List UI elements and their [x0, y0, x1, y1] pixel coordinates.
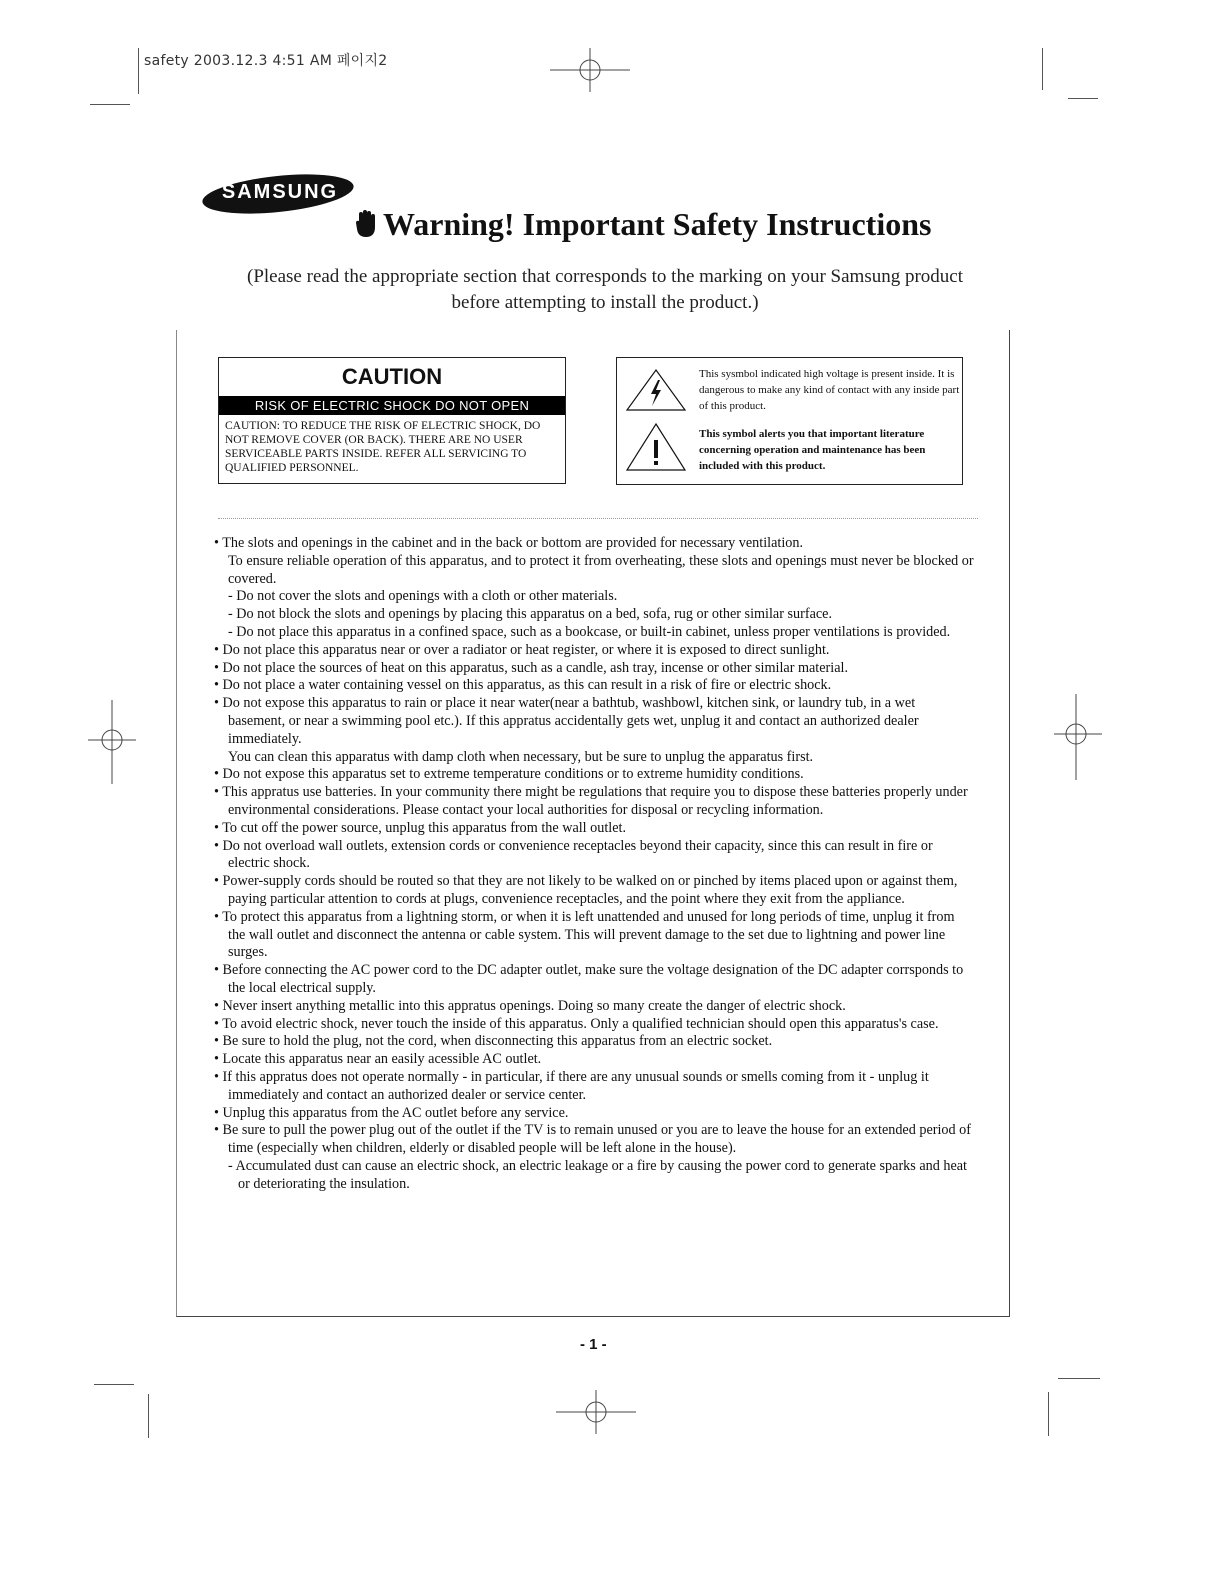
crop-mark [1042, 48, 1043, 90]
registration-mark-top [550, 48, 630, 92]
subtitle-line-1: (Please read the appropriate section that corresponds to the marking on your Samsung product [247, 266, 963, 287]
list-item: • This appratus use batteries. In your community there might be regulations that require you to dispose these batteries properly under environmental considerations. Please contact your local authorities for disposal or recycling information. [214, 784, 968, 818]
hand-warning-icon [355, 209, 377, 247]
list-item: • Locate this apparatus near an easily acessible AC outlet. [214, 1051, 542, 1068]
safety-instructions [214, 535, 974, 1193]
registration-mark-left [88, 700, 136, 784]
list-item: • Do not overload wall outlets, extension cords or convenience receptacles beyond their capacity, since this can result in fire or electric shock. [214, 837, 933, 872]
divider [218, 518, 978, 519]
symbol-legend-box [616, 357, 963, 485]
list-item: • Do not place the sources of heat on this apparatus, such as a candle, ash tray, incense or other similar material. [214, 659, 848, 676]
list-item: • To protect this apparatus from a lightning storm, or when it is left unattended and unused for long periods of time, unplug it from the wall outlet and disconnect the antenna or cable system. This will prevent damage to the set due to lightning and power line surges. [214, 908, 955, 961]
caution-title: CAUTION [341, 364, 443, 389]
crop-mark [90, 104, 130, 105]
high-voltage-row [623, 366, 958, 418]
list-item: • Power-supply cords should be routed so that they are not likely to be walked on or pinched by items placed upon or against them, paying particular attention to cords at plugs, convenience receptacles, and the point where they exit from the appliance. [214, 873, 958, 907]
logo-text: SAMSUNG [221, 181, 339, 203]
print-slug: safety 2003.12.3 4:51 AM 페이지2 [144, 53, 388, 69]
crop-mark [94, 1384, 134, 1385]
list-item: - Accumulated dust can cause an electric shock, an electric leakage or a fire by causing the power cord to generate sparks and heat or deteriorating the insulation. [228, 1157, 967, 1192]
literature-text: This symbol alerts you that important literature concerning operation and maintenance has been included with this product. [699, 428, 926, 472]
crop-mark [148, 1394, 149, 1438]
crop-mark [1058, 1378, 1100, 1379]
list-item: You can clean this apparatus with damp cloth when necessary, but be sure to unplug the apparatus first. [228, 748, 814, 765]
subtitle-line-2: before attempting to install the product.) [451, 292, 759, 313]
list-item: • If this appratus does not operate normally - in particular, if there are any unusual sounds or smells coming from it - unplug it immediately and contact an authorized dealer or service center. [214, 1068, 929, 1103]
registration-mark-bottom [556, 1390, 636, 1434]
list-item: • Never insert anything metallic into this appratus openings. Doing so many create the danger of electric shock. [214, 997, 846, 1014]
caution-warning-bar: RISK OF ELECTRIC SHOCK DO NOT OPEN [219, 396, 565, 415]
registration-mark-right [1054, 694, 1102, 780]
list-item: - Do not block the slots and openings by placing this apparatus on a bed, sofa, rug or other similar surface. [228, 606, 833, 623]
exclamation-icon [623, 422, 689, 474]
caution-box [218, 357, 566, 484]
lightning-bolt-icon [623, 366, 689, 414]
page-title-text: Warning! Important Safety Instructions [383, 206, 932, 242]
list-item: • Be sure to hold the plug, not the cord, when disconnecting this apparatus from an electric socket. [214, 1033, 773, 1050]
list-item: - Do not cover the slots and openings with a cloth or other materials. [228, 588, 618, 605]
list-item: • Do not place a water containing vessel on this apparatus, as this can result in a risk of fire or electric shock. [214, 677, 832, 694]
list-item: - Do not place this apparatus in a confined space, such as a bookcase, or built-in cabinet, unless proper ventilations is provided. [228, 623, 951, 640]
list-item: • Do not expose this apparatus set to extreme temperature conditions or to extreme humidity conditions. [214, 766, 804, 783]
list-item: • Unplug this apparatus from the AC outlet before any service. [214, 1104, 569, 1121]
list-item: • Be sure to pull the power plug out of the outlet if the TV is to remain unused or you are to leave the house for an extended period of time (especially when children, elderly or disabled people will be left alone in the house). [214, 1122, 971, 1157]
crop-mark [1068, 98, 1098, 99]
list-item: • To avoid electric shock, never touch the inside of this apparatus. Only a qualified technician should open this apparatus's case. [214, 1015, 939, 1032]
list-item: • Do not place this apparatus near or over a radiator or heat register, or where it is exposed to direct sunlight. [214, 641, 830, 658]
samsung-logo [200, 168, 360, 216]
literature-row [623, 422, 958, 478]
crop-mark [1048, 1392, 1049, 1436]
list-item: To ensure reliable operation of this apparatus, and to protect it from overheating, these slots and openings must never be blocked or covered. [228, 552, 974, 587]
list-item: • The slots and openings in the cabinet and in the back or bottom are provided for necessary ventilation. [214, 535, 803, 551]
list-item: • Before connecting the AC power cord to the DC adapter outlet, make sure the voltage designation of the DC adapter corrsponds to the local electrical supply. [214, 962, 964, 996]
crop-mark [138, 48, 139, 94]
page-number: - 1 - [580, 1336, 607, 1353]
high-voltage-text: This sysmbol indicated high voltage is present inside. It is dangerous to make any kind of contact with any inside part of this product. [699, 368, 960, 412]
list-item: • Do not expose this apparatus to rain or place it near water(near a bathtub, washbowl, kitchen sink, or laundry tub, in a wet basement, or near a swimming pool etc.). If this appratus accidentally gets wet, unplug it and contact an authorized dealer immediately. [214, 695, 919, 747]
page-subtitle [180, 264, 1030, 316]
list-item: • To cut off the power source, unplug this apparatus from the wall outlet. [214, 819, 627, 836]
caution-text: CAUTION: TO REDUCE THE RISK OF ELECTRIC SHOCK, DO NOT REMOVE COVER (OR BACK). THERE ARE NO USER SERVICEABLE PARTS INSIDE. REFER ALL SERVICING TO QUALIFIED PERSONNEL. [225, 420, 541, 474]
page-title [355, 206, 931, 247]
